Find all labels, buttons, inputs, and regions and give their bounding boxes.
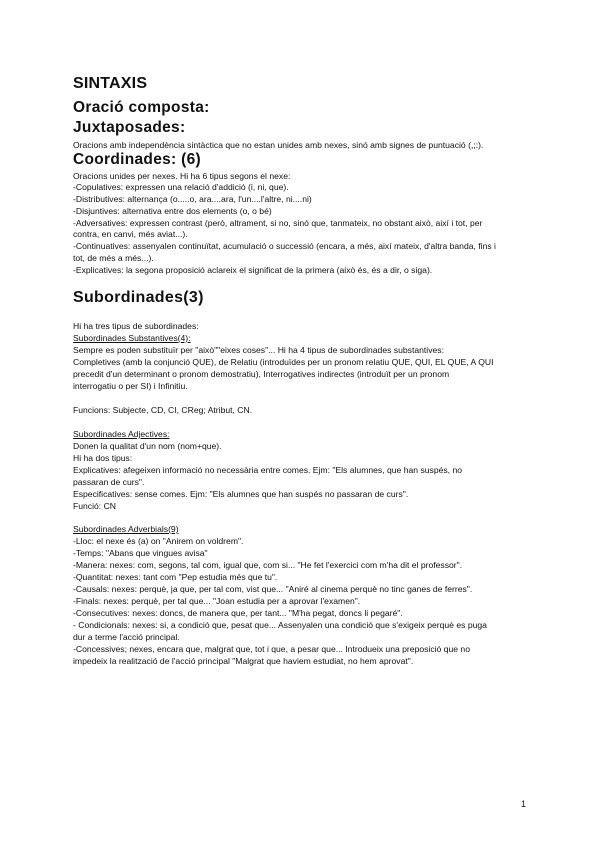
- page-title: SINTAXIS: [73, 75, 148, 92]
- substantives-line: interrogatiu o per SI) i Infinitiu.: [73, 381, 188, 391]
- substantives-line: Completives (amb la conjunció QUE), de Relatiu (introduïdes per un pronom relatiu QUE, QUI, EL QUE, A QUI: [73, 357, 494, 367]
- coord-line: -Disjuntives: alternativa entre dos elements (o, o bé): [73, 206, 272, 216]
- substantives-line: Sempre es poden substituïr per "això""eixes coses"... Hi ha 4 tipus de subordinades substantives:: [73, 345, 444, 355]
- adjectives-line: Hi ha dos tipus:: [73, 453, 133, 463]
- adverbials-line: -Lloc: el nexe és (a) on "Anirem on voldrem".: [73, 536, 244, 546]
- heading-oracio-composta: Oració composta:: [73, 99, 210, 116]
- adverbials-line: -Concessives; nexes, encara que, malgrat que, tot i que, a pesar que... Introdueix una preposició que no: [73, 644, 470, 654]
- adjectives-line: Especificatives: sense comes. Ejm: "Els alumnes que han suspés no passaran de curs".: [73, 489, 409, 499]
- coord-line: -Distributives: alternança (o.....o, ara....ara, l'un....l'altre, ni....ni): [73, 194, 312, 204]
- adverbials-line: impedeix la realització de l'acció principal "Malgrat que haviem estudiat, no hem aprovat".: [73, 656, 414, 666]
- heading-subordinades: Subordinades(3): [73, 289, 204, 306]
- heading-adverbials: Subordinades Adverbials(9): [73, 524, 179, 534]
- adjectives-line: Explicatives: afegeixen informació no necessària entre comes. Ejm: "Els alumnes, que han suspés, no: [73, 465, 463, 475]
- adverbials-line: -Causals: nexes: perquè, ja que, per tal com, vist que... "Aniré al cinema perquè no tinc ganes de ferres".: [73, 584, 473, 594]
- coord-line: -Adversatives: expressen contrast (però, altrament, si no, sinó que, tanmateix, no obstant això, així i tot, per: [73, 218, 483, 228]
- adverbials-line: -Manera: nexes: com, segons, tal com, igual que, com si... "He fet l'exercici com m'ha dit el professor".: [73, 560, 463, 570]
- adjectives-line: passaran de curs".: [73, 477, 145, 487]
- coord-line: contra, en canvi, més aviat...).: [73, 229, 188, 239]
- juxtaposades-text: Oracions amb independència sintàctica que no estan unides amb nexes, sinó amb signes de puntuació (,;:).: [73, 140, 484, 150]
- heading-coordinades: Coordinades: (6): [73, 151, 201, 168]
- adverbials-line: -Consecutives: nexes: doncs, de manera que, per tant... "M'ha pegat, doncs li pegaré".: [73, 608, 403, 618]
- adjectives-line: Funció: CN: [73, 501, 116, 511]
- adverbials-line: -Finals: nexes: perquè, per tal que... "Joan estudia per a aprovar l'examen".: [73, 596, 361, 606]
- page-number: 1: [521, 799, 527, 809]
- adverbials-line: -Temps: "Abans que vingues avisa": [73, 548, 208, 558]
- coord-line: -Explicatives: la segona proposició aclareix el significat de la primera (això és, és a dir, o siga).: [73, 265, 433, 275]
- coord-line: tot, de més a més...).: [73, 253, 154, 263]
- adverbials-line: - Condicionals: nexes: si, a condició que, pesat que... Assenyalen una condició que s'exigeix perquè es puga: [73, 620, 487, 630]
- subordinades-intro: Hi ha tres tipus de subordinades:: [73, 321, 199, 331]
- coord-line: -Continuatives: assenyalen continuïtat, acumulació o successió (encara, a més, així mateix, d'altra banda, fins i: [73, 241, 496, 251]
- adjectives-line: Donen la qualitat d'un nom (nom+que).: [73, 441, 222, 451]
- adverbials-line: dur a terme l'acció principal.: [73, 632, 180, 642]
- substantives-funcions: Funcions: Subjecte, CD, CI, CReg; Atribut, CN.: [73, 405, 253, 415]
- coord-line: -Copulatives: expressen una relació d'addició (i, ni, que).: [73, 182, 289, 192]
- heading-juxtaposades: Juxtaposades:: [73, 119, 186, 136]
- coord-line: Oracions unides per nexes. Hi ha 6 tipus segons el nexe:: [73, 171, 291, 181]
- heading-substantives: Subordinades Substantives(4):: [73, 333, 191, 343]
- substantives-line: precedit d'un determinant o pronom demostratiu), Interrogatives indirectes (introduït per un pronom: [73, 369, 450, 379]
- heading-adjectives: Subordinades Adjectives:: [73, 429, 170, 439]
- adverbials-line: -Quantitat: nexes: tant com "Pep estudia més que tu".: [73, 572, 278, 582]
